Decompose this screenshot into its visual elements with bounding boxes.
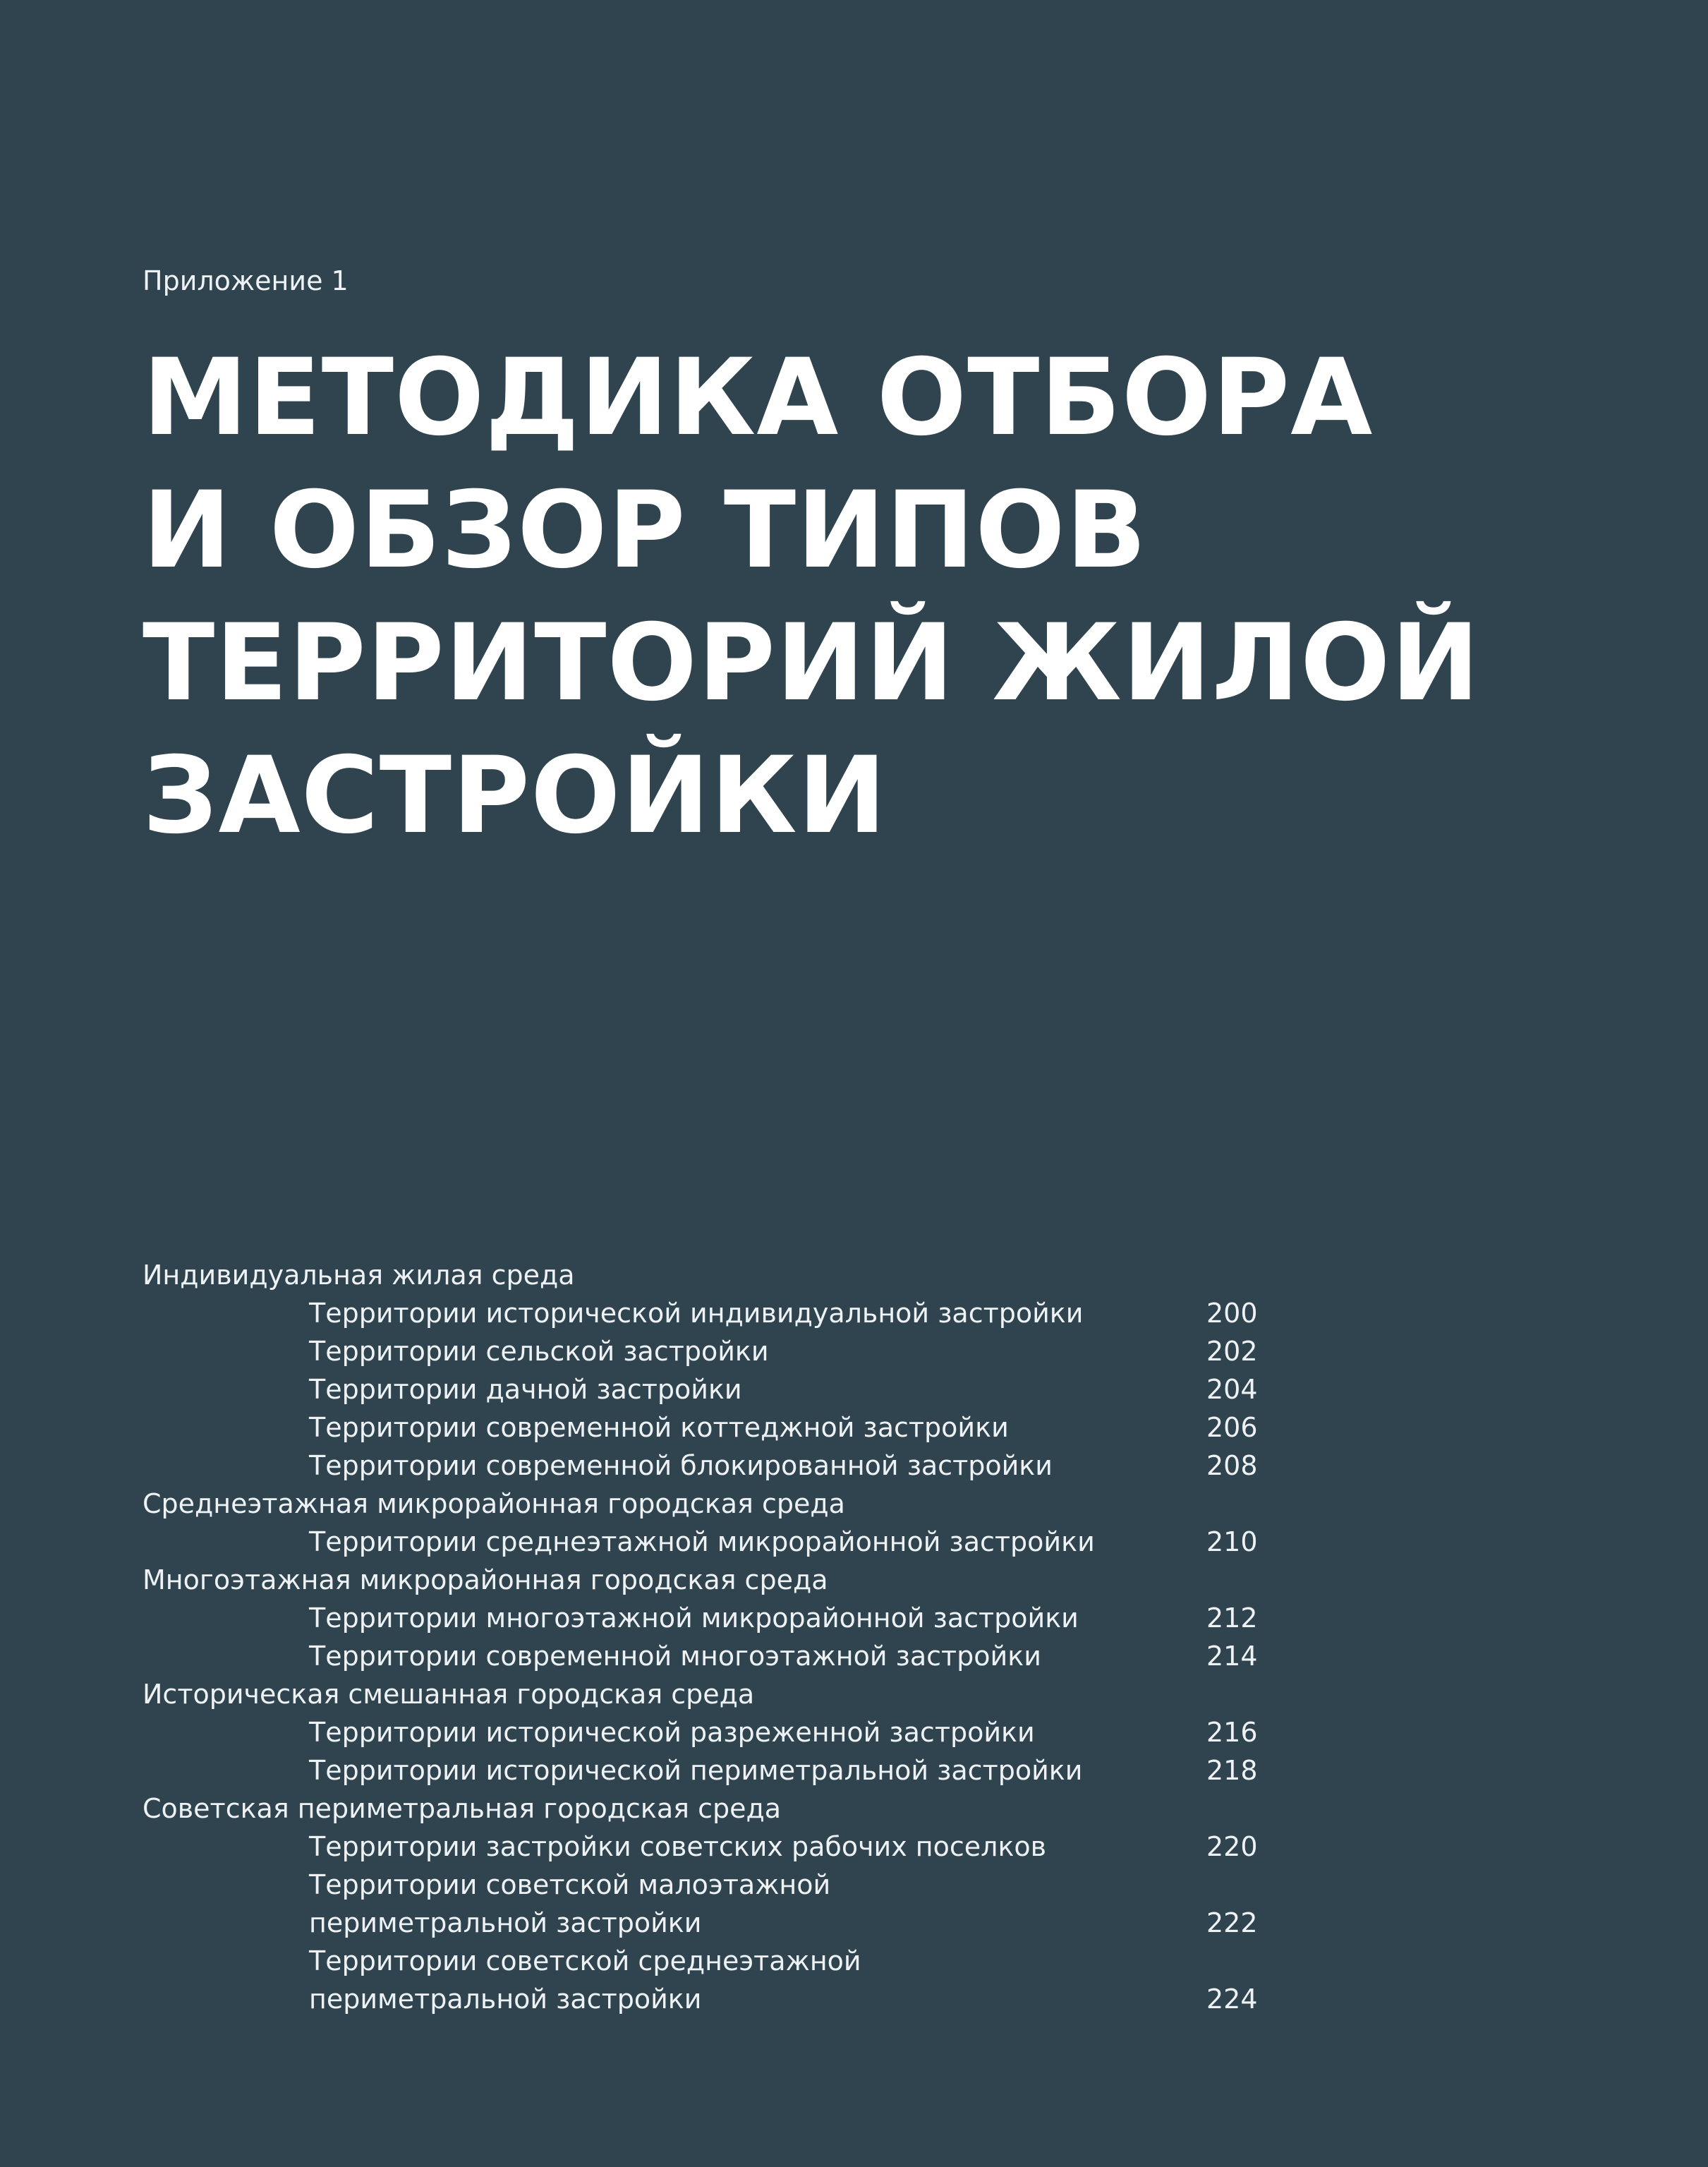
- toc-page-number: 218: [1206, 1755, 1258, 1786]
- title-line: ТЕРРИТОРИЙ ЖИЛОЙ: [143, 602, 1481, 725]
- page-title: [143, 332, 1480, 862]
- toc-entry-title: Территории современной коттеджной застройки: [309, 1412, 1009, 1443]
- toc-page-number: 222: [1206, 1907, 1258, 1938]
- toc-section-heading: Многоэтажная микрорайонная городская среда: [143, 1564, 828, 1595]
- toc-page-number: 216: [1206, 1717, 1258, 1748]
- toc-entry[interactable]: [143, 1599, 1258, 1637]
- toc-entry[interactable]: [143, 1942, 1258, 2018]
- toc-entry[interactable]: [143, 1866, 1258, 1942]
- toc-entry-title: Территории среднеэтажной микрорайонной застройки: [309, 1526, 1095, 1557]
- toc-entry[interactable]: [143, 1447, 1258, 1485]
- appendix-label: Приложение 1: [143, 265, 349, 296]
- toc-entry-title: Территории сельской застройки: [309, 1336, 769, 1367]
- toc-entry[interactable]: [143, 1828, 1258, 1866]
- toc-entry[interactable]: [143, 1713, 1258, 1751]
- table-of-contents: [143, 1256, 1271, 2018]
- toc-page-number: 210: [1206, 1526, 1258, 1557]
- toc-page-number: 220: [1206, 1831, 1258, 1862]
- toc-page-number: 212: [1206, 1602, 1258, 1634]
- toc-section-heading: Среднеэтажная микрорайонная городская среда: [143, 1488, 845, 1519]
- toc-entry-title: Территории исторической периметральной застройки: [309, 1755, 1083, 1786]
- toc-page-number: 200: [1206, 1298, 1258, 1329]
- toc-entry-title: Территории застройки советских рабочих поселков: [309, 1831, 1047, 1862]
- toc-page-number: 206: [1206, 1412, 1258, 1443]
- toc-page-number: 204: [1206, 1374, 1258, 1405]
- toc-entry-title: Территории советской малоэтажной: [309, 1869, 831, 1900]
- toc-entry[interactable]: [143, 1294, 1258, 1332]
- toc-section-heading: Советская периметральная городская среда: [143, 1793, 782, 1824]
- title-line: ЗАСТРОЙКИ: [143, 735, 888, 857]
- toc-section-heading: Историческая смешанная городская среда: [143, 1679, 755, 1710]
- toc-entry-title: Территории многоэтажной микрорайонной застройки: [309, 1602, 1079, 1634]
- toc-section-heading: Индивидуальная жилая среда: [143, 1260, 575, 1291]
- toc-entry-title: Территории современной блокированной застройки: [309, 1450, 1053, 1481]
- toc-entry-title: Территории дачной застройки: [309, 1374, 742, 1405]
- title-line: МЕТОДИКА ОТБОРА: [143, 337, 1374, 459]
- title-line: И ОБЗОР ТИПОВ: [143, 469, 1148, 592]
- toc-page-number: 202: [1206, 1336, 1258, 1367]
- toc-page-number: 208: [1206, 1450, 1258, 1481]
- toc-entry-title: Территории современной многоэтажной застройки: [309, 1641, 1041, 1672]
- toc-entry[interactable]: [143, 1523, 1258, 1561]
- toc-page-number: 214: [1206, 1641, 1258, 1672]
- toc-entry-title: Территории исторической разреженной застройки: [309, 1717, 1035, 1748]
- toc-entry-title: Территории советской среднеэтажной: [309, 1945, 861, 1976]
- toc-entry[interactable]: [143, 1370, 1258, 1408]
- toc-entry[interactable]: [143, 1637, 1258, 1675]
- toc-entry[interactable]: [143, 1751, 1258, 1789]
- toc-entry-title-continued: периметральной застройки: [309, 1984, 702, 2015]
- toc-page-number: 224: [1206, 1984, 1258, 2015]
- toc-entry[interactable]: [143, 1332, 1258, 1370]
- toc-entry[interactable]: [143, 1408, 1258, 1447]
- toc-entry-title: Территории исторической индивидуальной застройки: [309, 1298, 1084, 1329]
- toc-entry-title-continued: периметральной застройки: [309, 1907, 702, 1938]
